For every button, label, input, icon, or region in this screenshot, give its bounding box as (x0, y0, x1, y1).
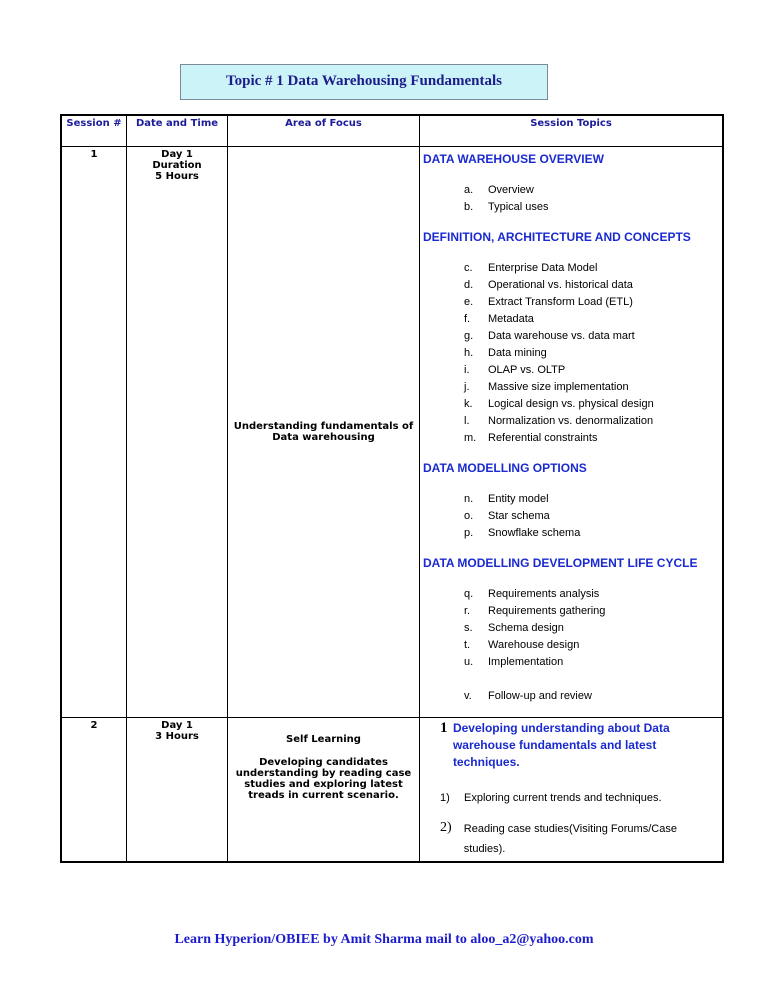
item-text: Snowflake schema (488, 527, 581, 539)
list-item (464, 430, 719, 447)
item-marker: m. (464, 432, 477, 444)
list-item (464, 182, 719, 199)
item-marker: e. (464, 296, 474, 308)
main-topic-number: 1 (440, 720, 448, 736)
date-time (127, 718, 228, 863)
list-item (464, 491, 719, 508)
table-row (61, 147, 723, 718)
date-line: Duration (152, 160, 202, 171)
list-item (464, 586, 719, 603)
topic-list (464, 182, 719, 216)
item-text: Massive size implementation (488, 381, 629, 393)
item-text: Operational vs. historical data (488, 279, 633, 291)
item-text: Reading case studies(Visiting Forums/Case studies). (463, 823, 677, 855)
section-heading: DATA WAREHOUSE OVERVIEW (423, 152, 604, 166)
date-line: 5 Hours (155, 171, 199, 182)
list-item (464, 603, 719, 620)
item-marker: k. (464, 398, 473, 410)
session-number: 1 (61, 147, 127, 718)
list-item (440, 819, 719, 859)
item-text: Enterprise Data Model (488, 262, 598, 274)
item-text: OLAP vs. OLTP (488, 364, 566, 376)
session-topics (420, 718, 724, 863)
list-item (464, 260, 719, 277)
item-text: Requirements gathering (488, 605, 606, 617)
item-marker: u. (464, 656, 474, 668)
item-marker: v. (464, 690, 472, 702)
list-item (464, 294, 719, 311)
item-marker: 1) (440, 792, 450, 804)
item-marker: r. (464, 605, 471, 617)
header-date: Date and Time (127, 115, 228, 147)
item-marker: h. (464, 347, 474, 359)
item-text: Implementation (488, 656, 564, 668)
list-item (464, 311, 719, 328)
list-item (464, 396, 719, 413)
area-of-focus (228, 718, 420, 863)
date-line: Day 1 (161, 720, 193, 731)
item-marker: j. (464, 381, 470, 393)
item-text: Data warehouse vs. data mart (488, 330, 635, 342)
item-text: Data mining (488, 347, 547, 359)
session-topics (420, 147, 724, 718)
table-row (61, 718, 723, 863)
list-item (464, 277, 719, 294)
header-topics: Session Topics (420, 115, 724, 147)
footer: Learn Hyperion/OBIEE by Amit Sharma mail to aloo_a2@yahoo.com (174, 932, 594, 947)
focus-title: Self Learning (286, 734, 361, 745)
item-marker: i. (464, 364, 470, 376)
header-focus: Area of Focus (228, 115, 420, 147)
item-text: Follow-up and review (488, 690, 592, 702)
list-item (464, 345, 719, 362)
main-topic-text: Developing understanding about Data warehouse fundamentals and latest techniques. (452, 721, 670, 769)
item-marker: b. (464, 201, 474, 213)
item-text: Requirements analysis (488, 588, 600, 600)
list-item (464, 688, 719, 705)
list-item (464, 379, 719, 396)
item-marker: o. (464, 510, 474, 522)
header-session: Session # (61, 115, 127, 147)
page-title: Topic # 1 Data Warehousing Fundamentals (180, 64, 548, 100)
item-marker: c. (464, 262, 473, 274)
list-item (464, 413, 719, 430)
item-marker: q. (464, 588, 474, 600)
list-item (464, 620, 719, 637)
item-text: Referential constraints (488, 432, 598, 444)
date-time (127, 147, 228, 718)
item-text: Entity model (488, 493, 549, 505)
table-header-row (61, 115, 723, 147)
area-of-focus: Understanding fundamentals of Data warehousing (228, 147, 420, 718)
item-text: Logical design vs. physical design (488, 398, 654, 410)
item-marker: a. (464, 184, 474, 196)
date-line: Day 1 (161, 149, 193, 160)
session-number: 2 (61, 718, 127, 863)
section-heading: DATA MODELLING OPTIONS (423, 461, 587, 475)
focus-description: Developing candidates understanding by reading case studies and exploring latest treads in current scenario. (235, 757, 412, 801)
item-text: Schema design (488, 622, 564, 634)
item-marker: n. (464, 493, 474, 505)
section-heading: DEFINITION, ARCHITECTURE AND CONCEPTS (423, 230, 691, 244)
topic-list (464, 491, 719, 542)
main-topic (423, 720, 719, 771)
list-item (464, 199, 719, 216)
item-marker: 2) (440, 820, 452, 835)
item-text: Extract Transform Load (ETL) (488, 296, 633, 308)
item-marker: d. (464, 279, 474, 291)
item-text: Warehouse design (488, 639, 580, 651)
item-marker: t. (464, 639, 471, 651)
item-text: Normalization vs. denormalization (488, 415, 654, 427)
item-text: Overview (488, 184, 534, 196)
section-heading: DATA MODELLING DEVELOPMENT LIFE CYCLE (423, 556, 698, 570)
topic-list (464, 260, 719, 447)
list-item (440, 789, 719, 807)
date-line: 3 Hours (155, 731, 199, 742)
item-text: Typical uses (488, 201, 549, 213)
list-item (464, 654, 719, 671)
list-item (464, 328, 719, 345)
session-table (60, 114, 724, 863)
item-text: Star schema (488, 510, 550, 522)
list-item (464, 362, 719, 379)
item-marker: l. (464, 415, 470, 427)
list-item (464, 637, 719, 654)
topic-list (464, 586, 719, 705)
item-text: Exploring current trends and techniques. (464, 792, 662, 804)
item-marker: g. (464, 330, 474, 342)
item-marker: f. (464, 313, 471, 325)
item-text: Metadata (488, 313, 534, 325)
item-marker: s. (464, 622, 473, 634)
item-marker: p. (464, 527, 474, 539)
list-item (464, 508, 719, 525)
list-item (464, 525, 719, 542)
